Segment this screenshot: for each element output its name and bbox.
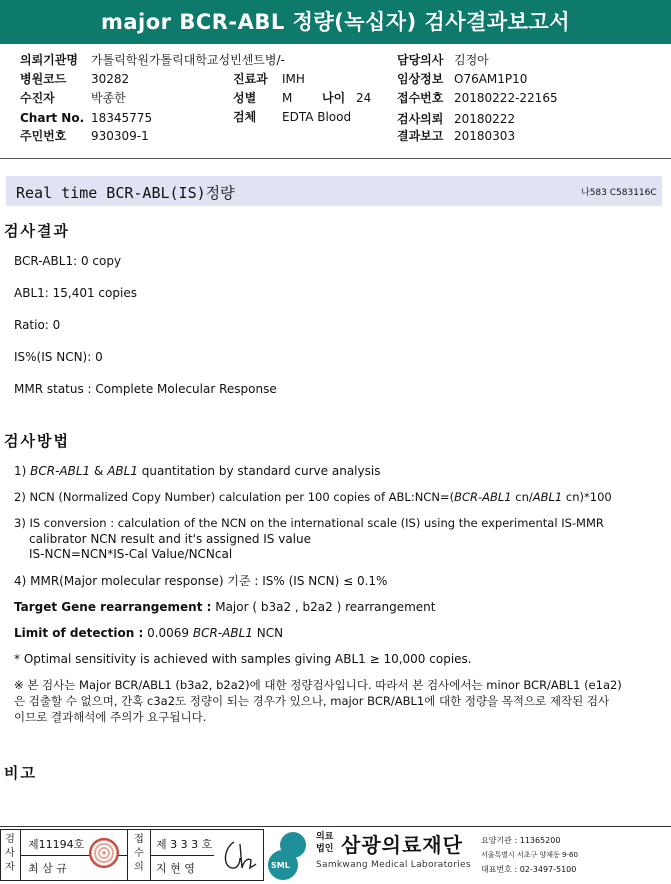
method-item-1-amp: & — [90, 464, 108, 478]
method-item-3-line2: calibrator NCN result and it's assigned IS value — [29, 532, 311, 546]
target-gene-value: Major ( b3a2 , b2a2 ) rearrangement — [211, 600, 436, 614]
method-item-1-rest: quantitation by standard curve analysis — [137, 464, 381, 478]
report-title: major BCR-ABL 정량(녹십자) 검사결과보고서 — [0, 0, 671, 44]
org-tag-bottom: 법인 — [316, 844, 334, 854]
institution-value: 가톨릭학원가톨릭대학교성빈센트병/- — [91, 53, 285, 67]
signature-icon — [218, 836, 260, 876]
chart-no-value: 18345775 — [91, 111, 153, 125]
doctor-label: 담당의사 — [397, 53, 444, 67]
result-abl1: ABL1: 15,401 copies — [14, 286, 137, 300]
info-divider — [0, 158, 671, 159]
org-name-en: Samkwang Medical Laboratories — [316, 860, 471, 870]
org-tag-top: 의료 — [316, 832, 334, 842]
gene-abl1: ABL1 — [532, 490, 563, 504]
institution-label: 의뢰기관명 — [20, 53, 78, 67]
method-item-3-line1: 3) IS conversion : calculation of the NCN on the international scale (IS) using the experimental IS-MMR — [14, 516, 604, 530]
org-address: 서울특별시 서초구 양재동 9-60 — [481, 851, 578, 859]
method-item-2 — [14, 489, 612, 505]
rrn-value: 930309-1 — [91, 129, 149, 143]
gene-abl1: ABL1 — [107, 464, 138, 478]
method-item-1-prefix: 1) — [14, 464, 31, 478]
lod-value: 0.0069 — [143, 626, 193, 640]
patient-name-label: 수진자 — [20, 91, 55, 105]
request-value: 20180222 — [454, 112, 516, 126]
org-phone: 대표번호 : 02-3497-5100 — [481, 865, 577, 874]
method-item-2-prefix: 2) NCN (Normalized Copy Number) calculation per 100 copies of ABL:NCN=( — [14, 490, 455, 504]
examiner-license: 제11194호 — [28, 838, 85, 851]
method-item-1 — [14, 463, 380, 479]
method-heading: 검사방법 — [4, 432, 70, 450]
hospital-code-value: 30282 — [91, 72, 130, 86]
examiner-name: 최 삼 규 — [28, 862, 67, 875]
report-value: 20180303 — [454, 129, 516, 143]
receipt-value: 20180222-22165 — [454, 91, 558, 105]
department-label: 진료과 — [233, 72, 268, 86]
limit-of-detection — [14, 625, 283, 641]
footer-divider — [0, 826, 671, 827]
sex-label: 성별 — [233, 91, 257, 105]
result-bcr-abl1: BCR-ABL1: 0 copy — [14, 254, 122, 268]
sml-logo-icon — [268, 830, 308, 880]
result-is-percent: IS%(IS NCN): 0 — [14, 350, 103, 364]
specimen-value: EDTA Blood — [282, 110, 352, 124]
method-item-2-end: cn)*100 — [562, 490, 612, 504]
lod-label: Limit of detection : — [14, 626, 144, 640]
department-value: IMH — [282, 72, 305, 86]
sex-value: M — [282, 91, 293, 105]
result-mmr-status: MMR status : Complete Molecular Response — [14, 382, 277, 396]
gene-bcr-abl1: BCR-ABL1 — [454, 490, 512, 504]
report-label: 결과보고 — [397, 129, 444, 143]
signature-divider — [127, 829, 128, 881]
age-value: 24 — [356, 91, 372, 105]
section-title: Real time BCR-ABL(IS)정량 — [16, 184, 235, 202]
sensitivity-note: * Optimal sensitivity is achieved with samples giving ABL1 ≥ 10,000 copies. — [14, 652, 472, 666]
examiner-label: 검사자 — [5, 834, 15, 873]
verifier-label: 접수의 — [134, 834, 144, 873]
seal-stamp-icon — [89, 838, 119, 868]
org-name: 삼광의료재단 — [341, 833, 463, 857]
age-label: 나이 — [322, 91, 346, 105]
results-heading: 검사결과 — [4, 222, 70, 240]
target-gene — [14, 599, 436, 615]
clinical-value: O76AM1P10 — [454, 72, 528, 86]
org-code: 요양기관 : 11365200 — [481, 836, 561, 845]
rrn-label: 주민번호 — [20, 129, 67, 143]
verifier-name: 지 현 영 — [156, 862, 195, 875]
method-item-4: 4) MMR(Major molecular response) 기준 : IS% (IS NCN) ≤ 0.1% — [14, 574, 388, 588]
gene-bcr-abl1: BCR-ABL1 — [30, 464, 91, 478]
gene-bcr-abl1: BCR-ABL1 — [192, 626, 253, 640]
method-item-2-mid: cn/ — [511, 490, 533, 504]
signature-divider — [150, 855, 214, 856]
section-code: 나583 C583116C — [581, 188, 657, 198]
disclaimer-line-1: ※ 본 검사는 Major BCR/ABL1 (b3a2, b2a2)에 대한 정량검사입니다. 따라서 본 검사에서는 minor BCR/ABL1 (e1a2) — [14, 678, 622, 692]
remarks-heading: 비고 — [4, 764, 37, 782]
target-gene-label: Target Gene rearrangement : — [14, 600, 212, 614]
hospital-code-label: 병원코드 — [20, 72, 67, 86]
clinical-label: 임상정보 — [397, 72, 444, 86]
chart-no-label: Chart No. — [20, 111, 85, 125]
logo-text: SML — [271, 861, 290, 870]
result-ratio: Ratio: 0 — [14, 318, 61, 332]
verifier-license: 제 3 3 3 호 — [156, 838, 213, 851]
specimen-label: 검체 — [233, 110, 257, 124]
disclaimer-line-3: 이므로 결과해석에 주의가 요구됩니다. — [14, 710, 207, 724]
doctor-value: 김정아 — [454, 53, 489, 67]
lod-unit: NCN — [252, 626, 284, 640]
method-item-3-line3: IS-NCN=NCN*IS-Cal Value/NCNcal — [29, 547, 233, 561]
request-label: 검사의뢰 — [397, 112, 444, 126]
patient-name-value: 박종한 — [91, 91, 126, 105]
disclaimer-line-2: 은 검출할 수 없으며, 간혹 c3a2도 정량이 되는 경우가 있으나, major BCR/ABL1에 대한 정량을 목적으로 제작된 검사 — [14, 694, 610, 708]
receipt-label: 접수번호 — [397, 91, 444, 105]
